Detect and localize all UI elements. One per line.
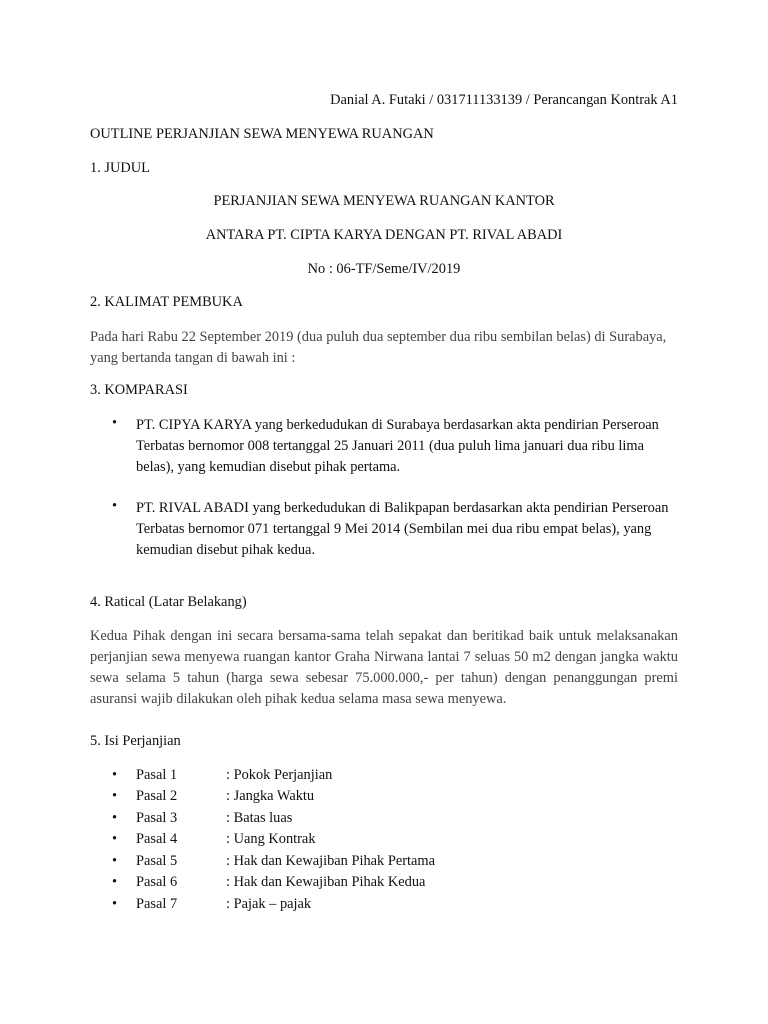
section-2-heading: 2. KALIMAT PEMBUKA [90, 294, 243, 310]
section-4-heading: 4. Ratical (Latar Belakang) [90, 594, 247, 610]
pasal-number: Pasal 5 [136, 853, 178, 869]
outline-title: OUTLINE PERJANJIAN SEWA MENYEWA RUANGAN [90, 126, 434, 142]
contract-number: No : 06-TF/Seme/IV/2019 [307, 261, 461, 277]
bullet-marker: • [112, 896, 118, 912]
section-5-heading: 5. Isi Perjanjian [90, 733, 181, 749]
pasal-description: : Hak dan Kewajiban Pihak Pertama [226, 853, 436, 869]
background-paragraph: Kedua Pihak dengan ini secara bersama-sama telah sepakat dan beritikad baik untuk melaksanakan perjanjian sewa menyewa ruangan kantor Graha Nirwana lantai 7 seluas 50 m2 dengan jangka waktu sewa selama 5 tahun (harga sewa sebesar 75.000.000,- per tahun) dengan penanggungan premi asuransi wajib dilakukan oleh pihak kedua selama masa sewa menyewa. [90, 628, 678, 707]
bullet-marker: • [112, 415, 118, 431]
author-line: Danial A. Futaki / 031711133139 / Perancangan Kontrak A1 [330, 92, 678, 108]
komparasi-item-1: PT. CIPYA KARYA yang berkedudukan di Surabaya berdasarkan akta pendirian Perseroan Terbatas bernomor 008 tertanggal 25 Januari 2011 (dua puluh lima januari dua ribu lima belas), yang kemudian disebut pihak pertama. [136, 417, 659, 475]
bullet-marker: • [112, 767, 118, 783]
pasal-description: : Pokok Perjanjian [226, 767, 333, 783]
pasal-number: Pasal 2 [136, 788, 178, 804]
pasal-description: : Pajak – pajak [226, 896, 312, 912]
pasal-number: Pasal 6 [136, 874, 178, 890]
section-3-heading: 3. KOMPARASI [90, 382, 188, 398]
bullet-marker: • [112, 831, 118, 847]
contract-title-line-1: PERJANJIAN SEWA MENYEWA RUANGAN KANTOR [213, 193, 555, 209]
pasal-description: : Jangka Waktu [226, 788, 315, 804]
pasal-description: : Batas luas [226, 810, 293, 826]
pasal-description: : Hak dan Kewajiban Pihak Kedua [226, 874, 426, 890]
pasal-description: : Uang Kontrak [226, 831, 316, 847]
pasal-number: Pasal 1 [136, 767, 178, 783]
pasal-number: Pasal 7 [136, 896, 178, 912]
pasal-number: Pasal 3 [136, 810, 178, 826]
bullet-marker: • [112, 874, 118, 890]
bullet-marker: • [112, 788, 118, 804]
opening-paragraph: Pada hari Rabu 22 September 2019 (dua puluh dua september dua ribu sembilan belas) di Surabaya, yang bertanda tangan di bawah ini : [90, 329, 667, 366]
komparasi-item-2: PT. RIVAL ABADI yang berkedudukan di Balikpapan berdasarkan akta pendirian Perseroan Terbatas bernomor 071 tertanggal 9 Mei 2014 (Sembilan mei dua ribu empat belas), yang kemudian disebut pihak kedua. [136, 500, 669, 558]
section-1-heading: 1. JUDUL [90, 160, 150, 176]
bullet-marker: • [112, 853, 118, 869]
bullet-marker: • [112, 810, 118, 826]
bullet-marker: • [112, 498, 118, 514]
pasal-number: Pasal 4 [136, 831, 178, 847]
contract-title-line-2: ANTARA PT. CIPTA KARYA DENGAN PT. RIVAL ABADI [205, 227, 563, 243]
